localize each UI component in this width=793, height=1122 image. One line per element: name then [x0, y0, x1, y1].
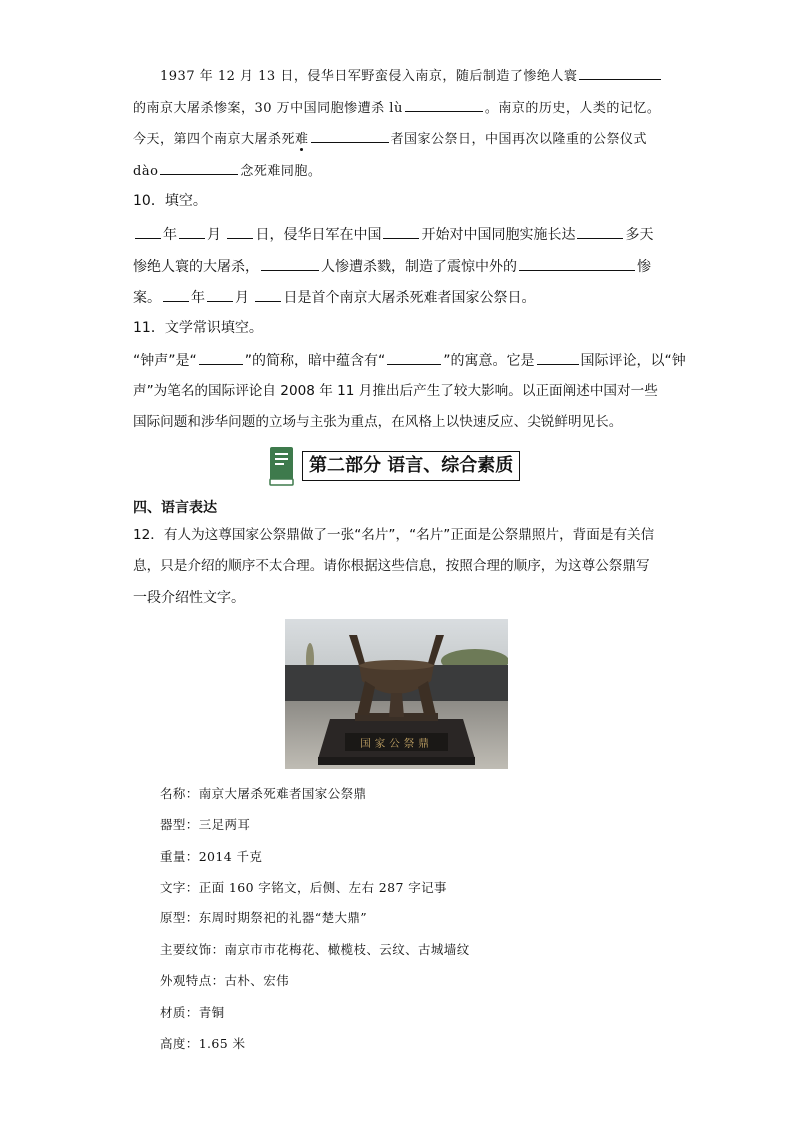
info-item: 高度：1.65 米: [160, 1036, 246, 1051]
question-12-line-3: 一段介绍性文字。: [133, 590, 245, 606]
passage-text: 者国家公祭日，中国再次以隆重的公祭仪式: [390, 132, 648, 147]
answer-blank[interactable]: [207, 286, 233, 302]
passage-line-4: [133, 159, 321, 182]
question-10-label: 10．填空。: [133, 193, 207, 209]
answer-blank[interactable]: [160, 159, 238, 175]
question-11-line-2: 声”为笔名的国际评论自 2008 年 11 月推出后产生了较大影响。以正面阐述中国对一些: [133, 383, 658, 399]
passage-text: 念死难同胞。: [240, 164, 322, 179]
answer-blank[interactable]: [163, 286, 189, 302]
passage-text: 的南京大屠杀惨案，30 万中国同胞惨遭杀 lù: [133, 101, 403, 116]
answer-blank[interactable]: [405, 96, 483, 112]
plaque-inscription: 国家公祭鼎: [360, 737, 433, 750]
q11-text: ”的简称，暗中蕴含有“: [244, 353, 386, 369]
info-item: 材质：青铜: [160, 1005, 225, 1020]
question-10-line-2: [133, 255, 651, 277]
q10-text: 年: [163, 227, 177, 243]
book-icon: [268, 446, 296, 486]
question-10-line-1: [133, 223, 653, 245]
passage-line-2: [133, 96, 660, 119]
answer-blank[interactable]: [579, 64, 661, 80]
section-title: 第二部分 语言、综合素质: [302, 451, 520, 481]
q11-text: 国际评论，以“钟: [580, 353, 686, 369]
question-11-line-1: [133, 349, 686, 371]
passage-text: 1937 年 12 月 13 日，侵华日军野蛮侵入南京，随后制造了惨绝人寰: [160, 69, 578, 84]
question-10-line-3: [133, 286, 535, 308]
info-item: 外观特点：古朴、宏伟: [160, 973, 290, 988]
q10-text: 月: [207, 227, 221, 243]
question-11-line-3: 国际问题和涉华问题的立场与主张为重点，在风格上以快速反应、尖锐鲜明见长。: [133, 414, 623, 430]
info-item: 文字：正面 160 字铭文，后侧、左右 287 字记事: [160, 880, 447, 895]
info-item: 原型：东周时期祭祀的礼器“楚大鼎”: [160, 910, 368, 925]
q10-text: 开始对中国同胞实施长达: [421, 227, 576, 243]
answer-blank[interactable]: [387, 349, 441, 365]
question-11-label: 11．文学常识填空。: [133, 320, 263, 336]
answer-blank[interactable]: [199, 349, 243, 365]
answer-blank[interactable]: [227, 223, 253, 239]
info-item: 名称：南京大屠杀死难者国家公祭鼎: [160, 786, 367, 801]
passage-text: 。南京的历史，人类的记忆。: [484, 101, 661, 116]
q10-text: 日是首个南京大屠杀死难者国家公祭日。: [283, 290, 536, 306]
answer-blank[interactable]: [383, 223, 419, 239]
answer-blank[interactable]: [135, 223, 161, 239]
dotted-character: 难: [295, 132, 309, 147]
info-item: 器型：三足两耳: [160, 817, 251, 832]
pinyin-text: dào: [133, 164, 159, 179]
passage-line-1: [160, 64, 663, 87]
answer-blank[interactable]: [519, 255, 635, 271]
question-12-line-1: 12．有人为这尊国家公祭鼎做了一张“名片”，“名片”正面是公祭鼎照片，背面是有关信: [133, 527, 655, 543]
q10-text: 月: [235, 290, 249, 306]
section-heading: 四、语言表达: [133, 500, 217, 516]
q10-text: 多天: [625, 227, 654, 243]
memorial-tripod-photo: [285, 619, 508, 769]
answer-blank[interactable]: [311, 127, 389, 143]
q11-text: “钟声”是“: [133, 353, 197, 369]
q10-text: 人惨遭杀戮，制造了震惊中外的: [321, 259, 517, 275]
answer-blank[interactable]: [577, 223, 623, 239]
q10-text: 日，侵华日军在中国: [255, 227, 382, 243]
q11-text: ”的寓意。它是: [443, 353, 535, 369]
info-item: 主要纹饰：南京市市花梅花、橄榄枝、云纹、古城墙纹: [160, 942, 470, 957]
q10-text: 案。: [133, 290, 161, 306]
info-item: 重量：2014 千克: [160, 849, 263, 864]
answer-blank[interactable]: [537, 349, 579, 365]
q10-text: 惨: [637, 259, 651, 275]
passage-line-3: [133, 127, 647, 150]
answer-blank[interactable]: [255, 286, 281, 302]
question-12-line-2: 息，只是介绍的顺序不太合理。请你根据这些信息，按照合理的顺序，为这尊公祭鼎写: [133, 558, 650, 574]
answer-blank[interactable]: [261, 255, 319, 271]
q10-text: 年: [191, 290, 205, 306]
passage-text: 今天，第四个南京大屠杀死: [133, 132, 296, 147]
q10-text: 惨绝人寰的大屠杀，: [133, 259, 259, 275]
answer-blank[interactable]: [179, 223, 205, 239]
section-banner: [268, 446, 520, 486]
